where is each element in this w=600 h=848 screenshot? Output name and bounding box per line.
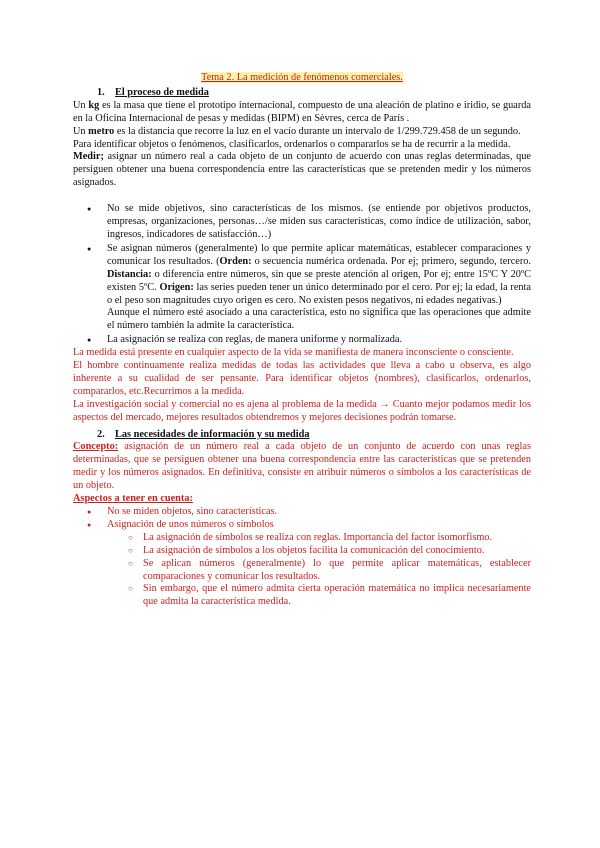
list-item: ○ La asignación de símbolos a los objetos facilita la comunicación del conocimiento.: [73, 545, 531, 558]
list-item: ● No se mide objetivos, sino características de los mismos. (se entiende por objetivos productos, empresas, organizaciones, personas…/se miden sus características, como índice de utilización, sabor, ingresos, indicadores de satisfacción…): [73, 203, 531, 242]
list-item: ○ Se aplican números (generalmente) lo que permite aplicar matemáticas, establecer comparaciones y comunicar los resultados.: [73, 558, 531, 584]
measurement-bullets-2: [73, 334, 531, 347]
list-item: ○ La asignación de símbolos se realiza con reglas. Importancia del factor isomorfismo.: [73, 532, 531, 545]
list-item: ○ Sin embargo, que el número admita cierta operación matemática no implica necesariamente que admita la característica medida.: [73, 583, 531, 609]
aspectos-label: Aspectos a tener en cuenta:: [73, 493, 193, 505]
red-paragraph-3: La investigación social y comercial no es ajena al problema de la medida → Cuanto mejor podamos medir los aspectos del mercado, mejores resultados obtendremos y mejores decisiones podrán tomarse.: [73, 398, 531, 423]
aspectos-list: [73, 506, 531, 532]
red-paragraph-2: El hombre continuamente realiza medidas de todas las actividades que lleva a cabo u observa, es algo inherente a su cualidad de ser pensante. Para identificar objetos (nombres), clasificarlos, ordenarlos, compararlos, etc.Recurrimos a la medida.: [73, 360, 531, 397]
section-2-heading: 2. Las necesidades de información y su medida: [97, 428, 310, 440]
list-item: ● Se asignan números (generalmente) lo que permite aplicar matemáticas, establecer comparaciones y comunicar los resultados. (Orden: o secuencia numérica ordenada. Por ej; primero, segundo, tercero. Distancia: o diferencia entre números, sin que se preste atención al origen, Por ej; entre 15ºC Y 20ºC existen 5ºC. Origen: las series pueden tener un único determinado por el cero. Por ej; la edad, la renta o el peso son magnitudes cuyo origen es cero. No existen pesos negativos, ni edades negativas.): [73, 243, 531, 308]
list-item: ● La asignación se realiza con reglas, de manera uniforme y normalizada.: [73, 334, 531, 347]
list-item: ● No se miden objetos, sino características.: [73, 506, 531, 519]
metro-definition: Un metro es la distancia que recorre la luz en el vacío durante un intervalo de 1/299.729.458 de un segundo.: [73, 125, 521, 137]
measurement-bullets: [73, 203, 531, 307]
section-1-heading: 1. El proceso de medida: [97, 86, 209, 98]
document-page: [73, 72, 531, 609]
page-title: Tema 2. La medición de fenómenos comerciales.: [201, 72, 403, 83]
medir-definition: Medir; asignar un número real a cada objeto de un conjunto de acuerdo con unas reglas determinadas, que persiguen obtener una buena correspondencia entre las características que se pretenden medir y los números asignados.: [73, 151, 531, 189]
identify-paragraph: Para identificar objetos o fenómenos, clasificarlos, ordenarlos o compararlos se ha de recurrir a la medida.: [73, 138, 511, 150]
red-paragraph-1: La medida está presente en cualquier aspecto de la vida se manifiesta de manera inconsciente o consciente.: [73, 347, 514, 359]
kg-definition: Un kg es la masa que tiene el prototipo internacional, compuesto de una aleación de platino e iridio, se guarda en la Oficina Internacional de pesas y medidas (BIPM) en Sèvres, cerca de París .: [73, 99, 531, 124]
aspectos-sublist: [73, 532, 531, 609]
concepto-paragraph: Concepto: asignación de un número real a cada objeto de un conjunto de acuerdo con unas reglas determinadas, que se persiguen obtener una buena correspondencia entre las características que se pretenden medir y los números asignados. En definitiva, consiste en atribuir números o símbolos a los características de un objeto.: [73, 441, 531, 492]
list-item: ● Asignación de unos números o símbolos: [73, 519, 531, 532]
bullet-note: Aunque el número esté asociado a una característica, esto no significa que las operaciones que admite el número también la admite la característica.: [107, 307, 531, 332]
